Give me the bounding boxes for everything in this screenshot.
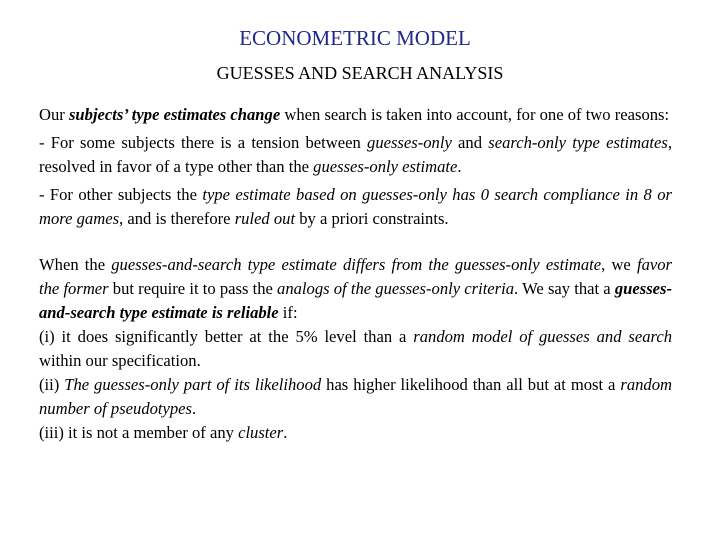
text: within our specification. xyxy=(39,351,201,370)
text: , resolved in favor of a type other than the xyxy=(39,133,672,176)
criterion-3 xyxy=(39,421,672,445)
slide-title: ECONOMETRIC MODEL xyxy=(239,26,471,50)
text: When the xyxy=(39,255,112,274)
text: , and is therefore xyxy=(119,209,235,228)
emphasis: subjects’ type estimates change xyxy=(68,105,281,124)
text: , we xyxy=(601,255,637,274)
emphasis: search-only type estimates xyxy=(488,133,668,152)
intro-paragraph xyxy=(39,103,672,127)
emphasis: cluster xyxy=(238,423,284,442)
emphasis: favor the former xyxy=(39,255,672,298)
reason-1-paragraph xyxy=(39,131,672,179)
reason-2-paragraph xyxy=(39,183,672,231)
text: . xyxy=(283,423,288,442)
text: but require it to pass the xyxy=(108,279,278,298)
emphasis: type estimate based on guesses-only has 0 search compliance in 8 or more games xyxy=(39,185,672,228)
text: (i) it does significantly better at the 5% level than a xyxy=(39,327,414,346)
emphasis: analogs of the guesses-only criteria xyxy=(277,279,515,298)
emphasis: ruled out xyxy=(234,209,296,228)
emphasis: random number of pseudotypes xyxy=(39,375,673,418)
criterion-1 xyxy=(39,325,672,373)
emphasis: guesses-and-search type estimate differs from the guesses-only estimate xyxy=(111,255,602,274)
emphasis: The guesses-only part of its likelihood xyxy=(64,375,322,394)
text: when search is taken into account, for one of two reasons: xyxy=(280,105,670,124)
text: . xyxy=(457,157,462,176)
text: if: xyxy=(278,303,298,322)
emphasis: random model of guesses and search xyxy=(413,327,672,346)
text: - For other subjects the xyxy=(39,185,203,204)
slide-subtitle: GUESSES AND SEARCH ANALYSIS xyxy=(216,63,504,83)
emphasis: guesses-only xyxy=(367,133,452,152)
emphasis: guesses-and-search type estimate is reliable xyxy=(39,279,673,322)
emphasis: guesses-only estimate xyxy=(313,157,458,176)
text: Our xyxy=(39,105,69,124)
slide-body xyxy=(39,103,672,445)
when-paragraph xyxy=(39,253,672,325)
text: . xyxy=(192,399,197,418)
criterion-2 xyxy=(39,373,672,421)
text: has higher likelihood than all but at most a xyxy=(321,375,621,394)
text: and xyxy=(451,133,489,152)
text: (ii) xyxy=(39,375,65,394)
text: (iii) it is not a member of any xyxy=(39,423,239,442)
text: . We say that a xyxy=(514,279,615,298)
text: - For some subjects there is a tension between xyxy=(39,133,368,152)
text: by a priori constraints. xyxy=(295,209,449,228)
